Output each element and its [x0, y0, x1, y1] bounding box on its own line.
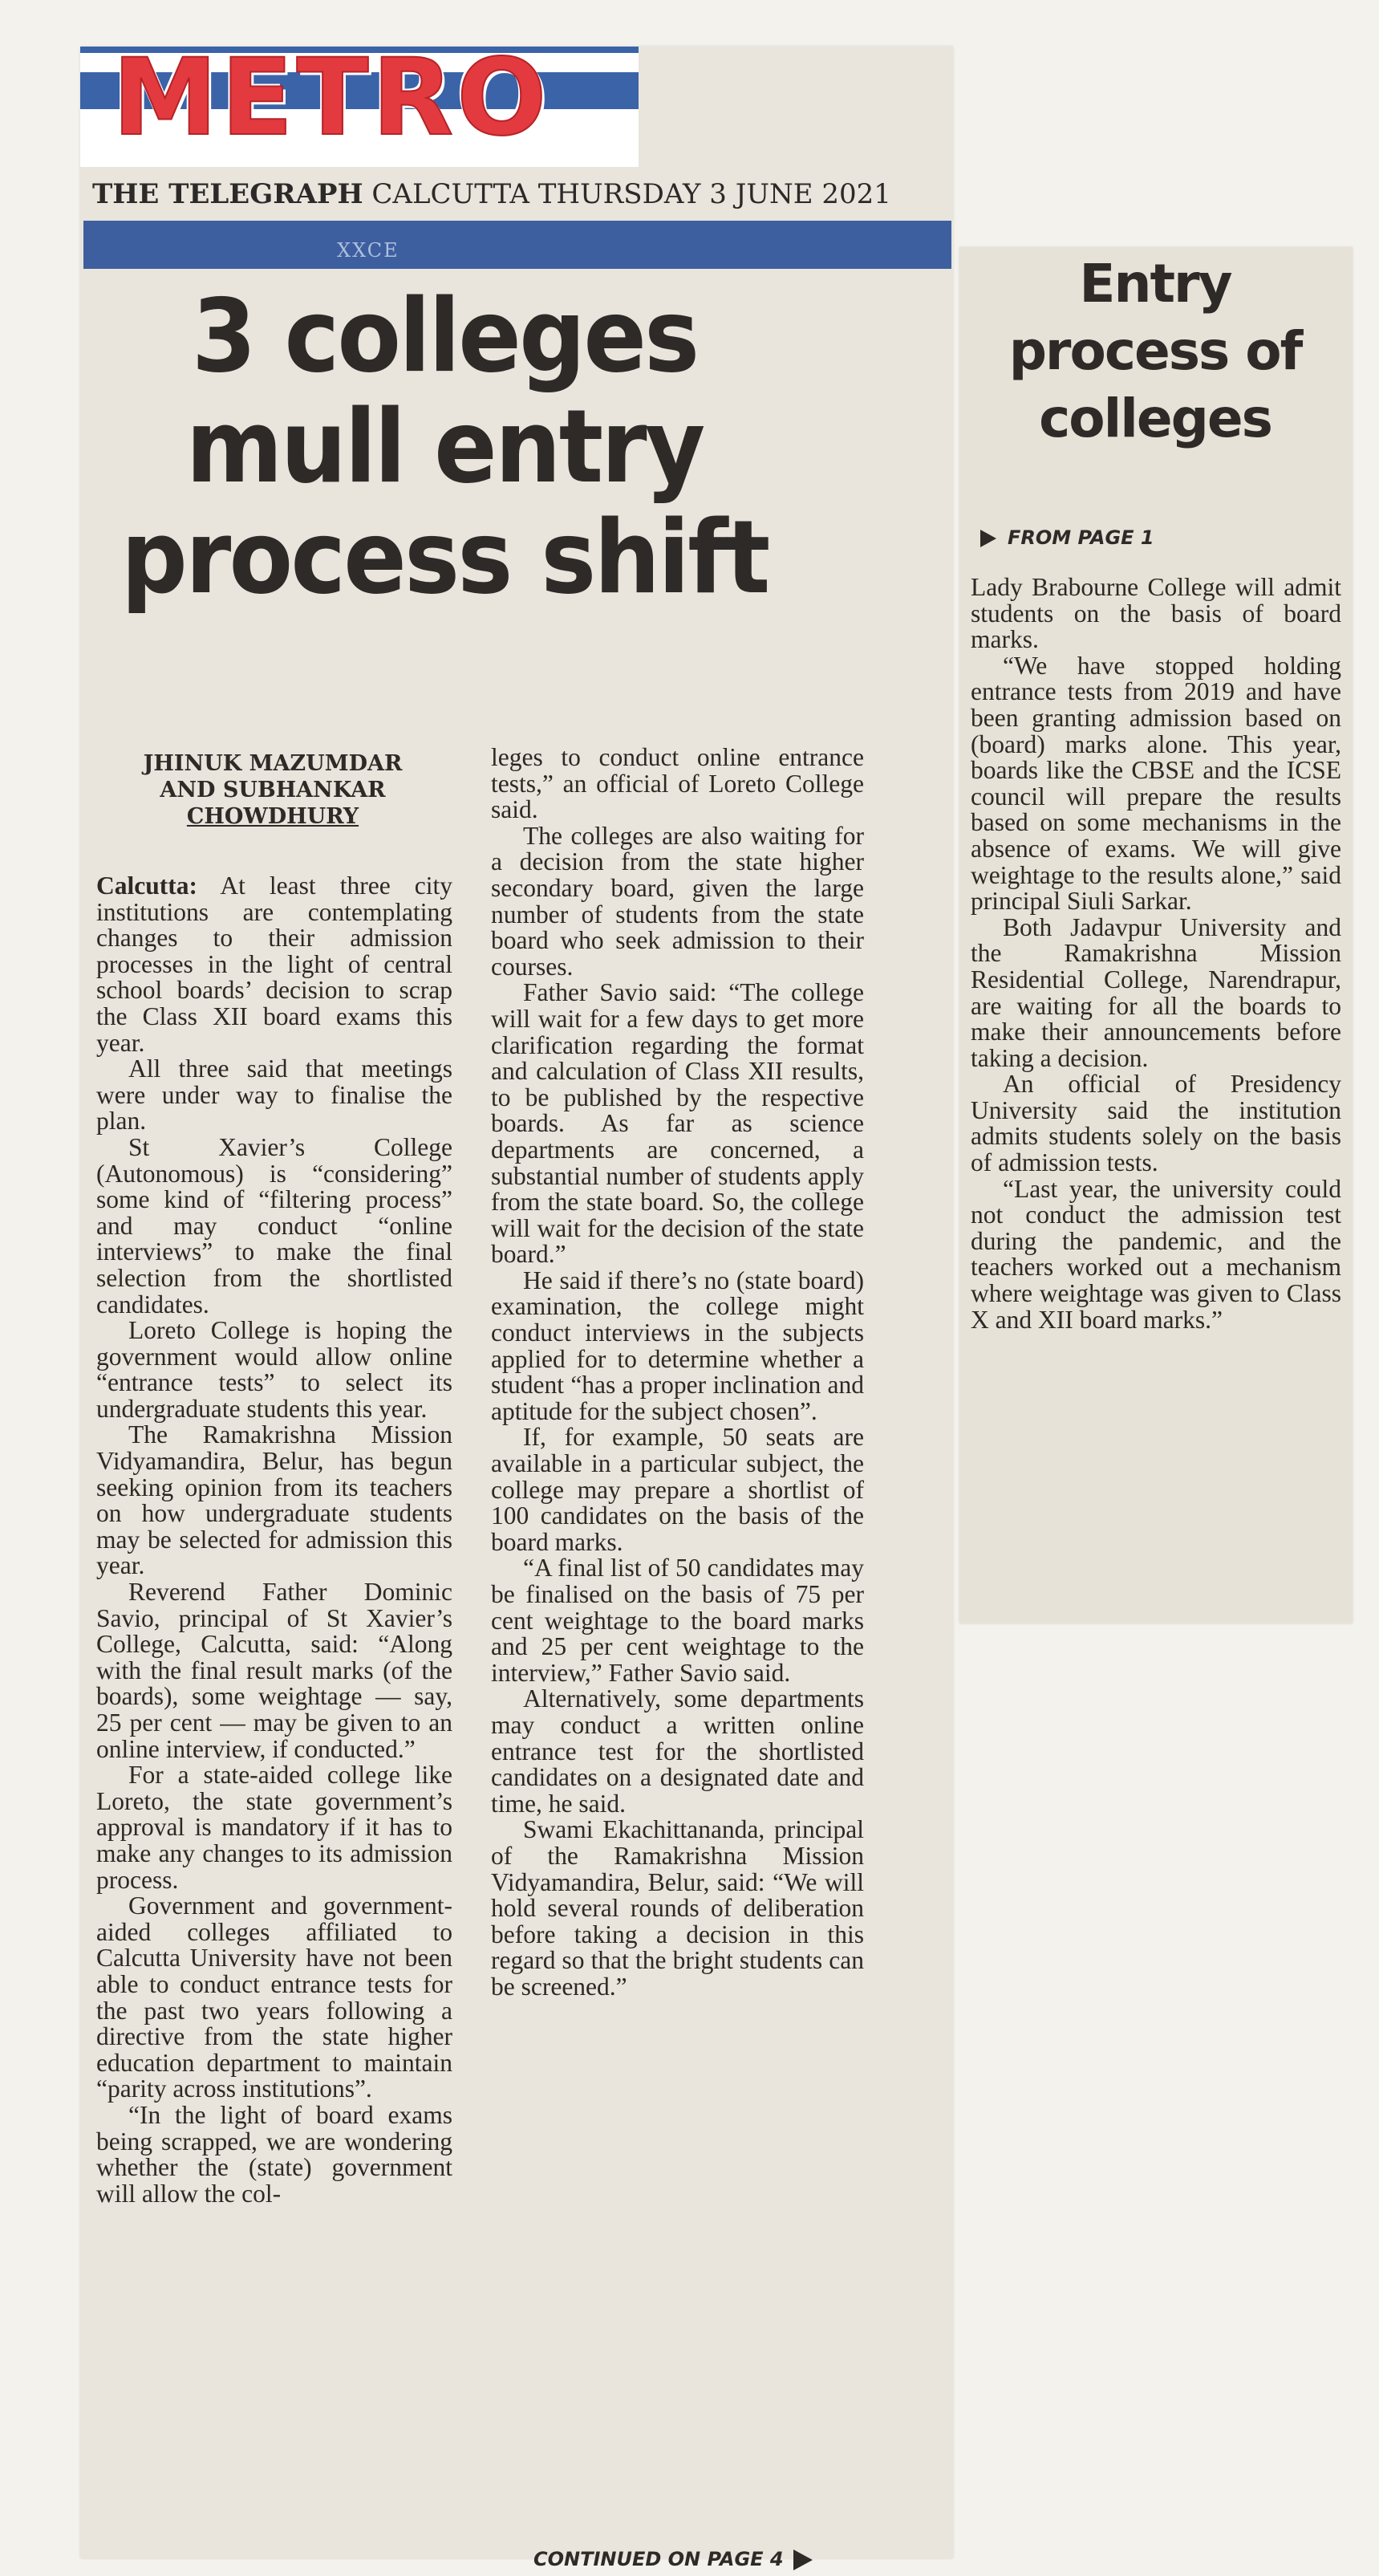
paragraph: An official of Presidency University said the institution admits students solely on the basis of admission tests.	[971, 1070, 1341, 1177]
paragraph: For a state-aided college like Loreto, the state government’s approval is mandatory if it has to make any changes to its admission process.	[96, 1761, 452, 1894]
section-title: METRO	[112, 36, 550, 160]
edition-band	[83, 221, 951, 269]
paragraph: leges to conduct online entrance tests,” an official of Loreto College said.	[491, 743, 864, 824]
paragraph: St Xavier’s College (Autonomous) is “considering” some kind of “filtering process” and may conduct “online interviews” to make the final selection from the shortlisted candidates.	[96, 1132, 452, 1318]
paragraph: Swami Ekachittananda, principal of the Ramakrishna Mission Vidyamandira, Belur, said: “We will hold several rounds of deliberation before taking a decision in this regard so that the bright students can be screened.”	[491, 1815, 864, 2001]
paragraph: Father Savio said: “The college will wait for a few days to get more clarification regarding the format and calculation of Class XII results, to be published by the respective boards. As far as science departments are concerned, a substantial number of students apply from the state board. So, the college will wait for the decision of the state board.”	[491, 978, 864, 1269]
dateline-date: CALCUTTA THURSDAY 3 JUNE 2021	[371, 178, 891, 210]
continued-note	[533, 2548, 813, 2570]
dateline	[92, 178, 891, 210]
paragraph: Reverend Father Dominic Savio, principal of St Xavier’s College, Calcutta, said: “Along with the final result marks (of the boards), some weightage — say, 25 per cent — may be given to an online interview, if conducted.”	[96, 1578, 452, 1763]
byline-line: JHINUK MAZUMDAR	[143, 751, 403, 776]
byline-line: AND SUBHANKAR	[160, 778, 386, 802]
right-arrow-icon	[980, 530, 996, 547]
right-arrow-icon	[793, 2550, 813, 2570]
paragraph	[96, 873, 452, 1056]
paragraph-text: At least three city institutions are contemplating changes to their admission processes in the light of central school boards’ decision to scrap the Class XII board exams this year.	[96, 872, 453, 1057]
article-column-2	[491, 745, 864, 2001]
paragraph: He said if there’s no (state board) examination, the college might conduct interviews in the subjects applied for to determine whether a student “has a proper inclination and aptitude for the subject chosen”.	[491, 1266, 864, 1425]
paragraph: “In the light of board exams being scrapped, we are wondering whether the (state) government will allow the col-	[96, 2100, 452, 2208]
paragraph: “Last year, the university could not conduct the admission test during the pandemic, and the teachers worked out a mechanism where weightage was given to Class X and XII board marks.”	[971, 1174, 1341, 1334]
paragraph: All three said that meetings were under way to finalise the plan.	[96, 1054, 452, 1136]
paragraph: Government and government-aided colleges affiliated to Calcutta University have not been able to conduct entrance tests for the past two years following a directive from the state higher education department to maintain “parity across institutions”.	[96, 1891, 452, 2103]
paragraph: Both Jadavpur University and the Ramakrishna Mission Residential College, Narendrapur, are waiting for all the boards to make their announcements before taking a decision.	[971, 912, 1341, 1072]
article-headline: 3 colleges mull entry process shift	[120, 277, 769, 616]
paragraph: Loreto College is hoping the government would allow online “entrance tests” to select its undergraduate students this year.	[96, 1316, 452, 1423]
paragraph: “We have stopped holding entrance tests from 2019 and have been granting admission based on (board) marks alone. This year, boards like the CBSE and the ICSE council will prepare the results based on some mechanisms in the absence of exams. We will give weightage to the results alone,” said principal Siuli Sarkar.	[971, 651, 1341, 916]
masthead	[80, 36, 639, 167]
sidebar-column	[971, 575, 1341, 1333]
byline-line: CHOWDHURY	[186, 804, 359, 829]
paragraph: If, for example, 50 seats are available in a particular subject, the college may prepare a shortlist of 100 candidates on the basis of the board marks.	[491, 1423, 864, 1556]
paragraph: Lady Brabourne College will admit students on the basis of board marks.	[971, 573, 1341, 654]
sidebar-headline: Entry process of colleges	[1008, 253, 1302, 449]
article-column-1	[96, 873, 452, 2207]
paragraph: The colleges are also waiting for a decision from the state higher secondary board, given the large number of students from the state board who seek admission to their courses.	[491, 821, 864, 981]
lead-dateline: Calcutta:	[96, 872, 197, 900]
paragraph: Alternatively, some departments may conduct a written online entrance test for the shortlisted candidates on a designated date and time, he said.	[491, 1684, 864, 1818]
paragraph: “A final list of 50 candidates may be finalised on the basis of 75 per cent weightage to the board marks and 25 per cent weightage to the interview,” Father Savio said.	[491, 1554, 864, 1687]
newspaper-name: THE TELEGRAPH	[92, 178, 363, 210]
paragraph: The Ramakrishna Mission Vidyamandira, Belur, has begun seeking opinion from its teachers on how undergraduate students may be selected for admission this year.	[96, 1420, 452, 1580]
from-page-note	[980, 526, 1154, 549]
byline	[96, 750, 449, 830]
continued-text: CONTINUED ON PAGE 4	[533, 2548, 784, 2570]
edition-code: XXCE	[337, 239, 400, 262]
from-page-text: FROM PAGE 1	[1008, 526, 1154, 549]
